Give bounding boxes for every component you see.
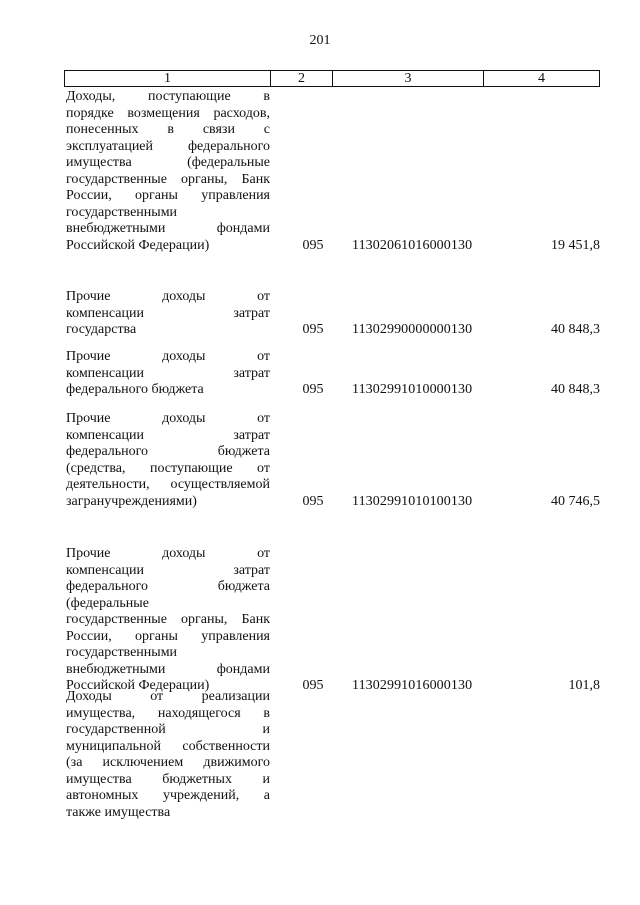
row-amount: 40 746,5 [551, 493, 600, 509]
row-amount: 101,8 [568, 678, 600, 693]
description-line: государства [66, 322, 137, 337]
row-code: 095 [302, 493, 324, 509]
description-line: компенсации затрат [66, 305, 270, 321]
table-row [64, 349, 600, 399]
description-line: внебюджетными фондами [66, 221, 270, 236]
table-row [64, 411, 600, 510]
description-line: Прочие доходы от [66, 546, 270, 561]
description-line: государственные органы, Банк [66, 612, 270, 627]
row-code: 095 [302, 237, 324, 253]
description-line: государственными [66, 204, 178, 220]
description-line: Прочие доходы от [66, 349, 270, 364]
row-code: 095 [302, 678, 324, 693]
row-kbk-code: 11302990000000130 [352, 322, 473, 337]
description-line: государственными [66, 645, 178, 660]
description-line: эксплуатацией федерального [66, 138, 270, 154]
table-row [64, 689, 600, 821]
row-description [66, 546, 270, 695]
row-amount: 40 848,3 [551, 322, 600, 337]
row-code: 095 [302, 382, 324, 397]
description-line: компенсации затрат [66, 365, 270, 381]
description-line: Российской Федерации) [66, 678, 210, 693]
description-line: государственные органы, Банк [66, 171, 270, 187]
description-line: загранучреждениями) [66, 493, 197, 509]
description-line: федерального бюджета [66, 382, 204, 397]
header-col-3: 3 [333, 71, 484, 86]
description-line: Доходы, поступающие в [66, 89, 270, 104]
page-number: 201 [309, 33, 331, 48]
description-line: Доходы от реализации [66, 689, 270, 704]
header-col-4: 4 [538, 71, 545, 86]
description-line: понесенных в связи с [66, 122, 270, 137]
description-line: порядке возмещения расходов, [66, 105, 270, 121]
row-description [66, 289, 270, 339]
row-amount: 19 451,8 [551, 237, 600, 253]
table-row [64, 546, 600, 695]
description-line: муниципальной собственности [66, 738, 270, 754]
table-row [64, 289, 600, 339]
description-line: имущества (федеральные [66, 155, 270, 170]
header-col-2: 2 [271, 71, 333, 86]
description-line: компенсации затрат [66, 427, 270, 443]
row-description [66, 689, 270, 821]
description-line: внебюджетными фондами [66, 661, 270, 677]
description-line: федерального бюджета [66, 579, 270, 594]
table-header [64, 70, 600, 87]
description-line: Прочие доходы от [66, 411, 270, 426]
description-line: государственной и [66, 722, 270, 737]
row-kbk-code: 11302991016000130 [352, 678, 473, 693]
row-code: 095 [302, 322, 324, 337]
row-description [66, 411, 270, 510]
row-kbk-code: 11302991010100130 [352, 493, 473, 509]
description-line: имущества бюджетных и [66, 771, 270, 787]
description-line: автономных учреждений, а [66, 788, 270, 803]
description-line: имущества, находящегося в [66, 705, 270, 721]
description-line: компенсации затрат [66, 562, 270, 578]
description-line: Российской Федерации) [66, 237, 210, 253]
description-line: (за исключением движимого [66, 755, 270, 770]
row-amount: 40 848,3 [551, 382, 600, 397]
row-description [66, 349, 270, 399]
row-kbk-code: 11302061016000130 [352, 237, 473, 253]
description-line: (федеральные [66, 595, 149, 611]
description-line: (средства, поступающие от [66, 460, 270, 476]
row-description [66, 89, 270, 254]
description-line: деятельности, осуществляемой [66, 477, 270, 492]
description-line: России, органы управления [66, 188, 270, 203]
description-line: федерального бюджета [66, 444, 270, 459]
header-col-1: 1 [65, 71, 271, 86]
description-line: также имущества [66, 804, 171, 820]
description-line: России, органы управления [66, 628, 270, 644]
row-kbk-code: 11302991010000130 [352, 382, 473, 397]
table-row [64, 89, 600, 254]
description-line: Прочие доходы от [66, 289, 270, 304]
